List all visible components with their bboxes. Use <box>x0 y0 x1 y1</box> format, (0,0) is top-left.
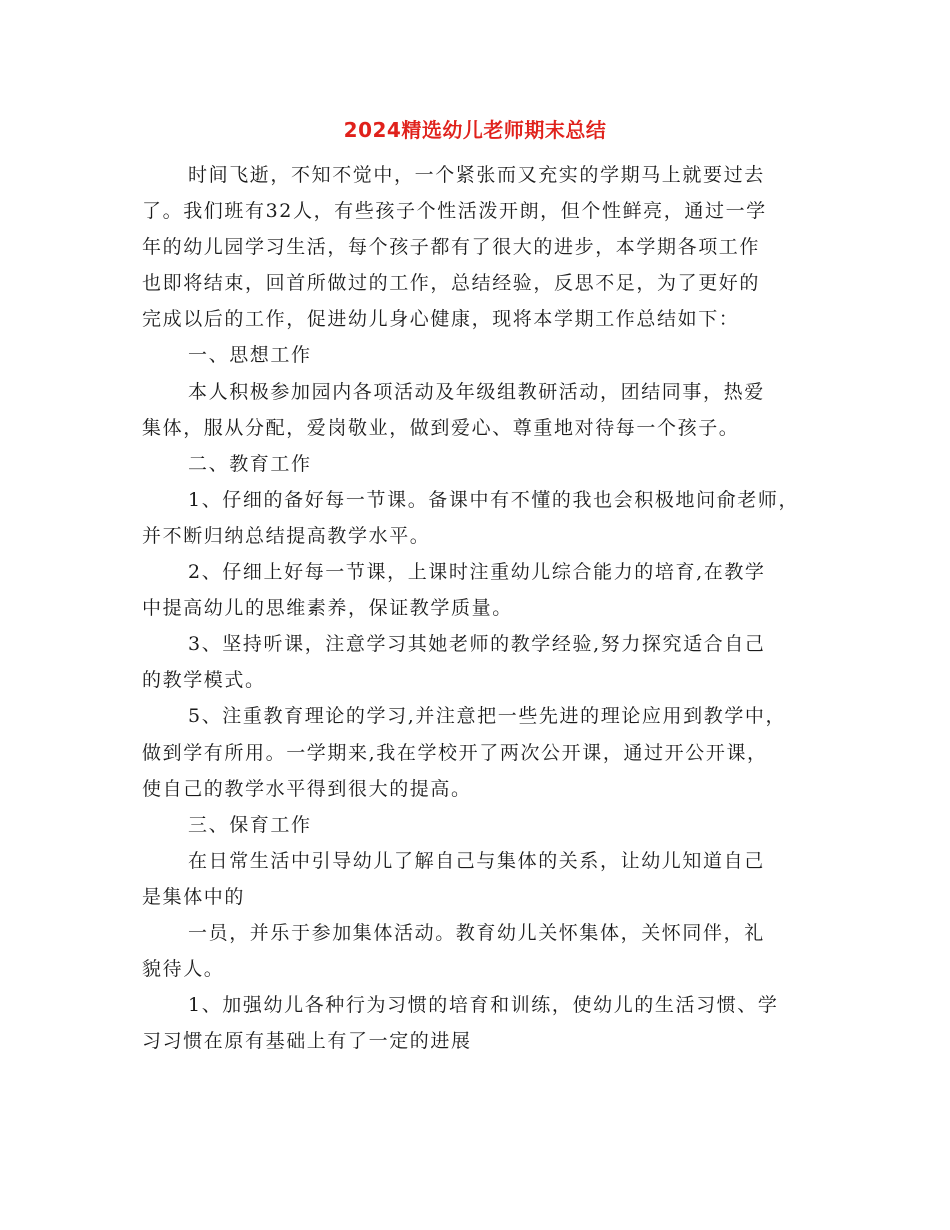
body-text-line: 也即将结束，回首所做过的工作，总结经验，反思不足，为了更好的 <box>142 272 761 295</box>
body-text-line: 1、加强幼儿各种行为习惯的培育和训练，使幼儿的生活习惯、学 <box>188 994 779 1017</box>
document-body <box>142 157 812 1059</box>
body-text-line: 一员，并乐于参加集体活动。教育幼儿关怀集体，关怀同伴，礼 <box>188 921 765 944</box>
body-text-line: 1、仔细的备好每一节课。备课中有不懂的我也会积极地问俞老师， <box>188 488 800 511</box>
body-text-line: 并不断归纳总结提高教学水平。 <box>142 524 431 547</box>
body-text-line: 使自己的教学水平得到很大的提高。 <box>142 777 472 800</box>
body-text-line: 是集体中的 <box>142 885 246 908</box>
body-text-line: 本人积极参加园内各项活动及年级组教研活动，团结同事，热爱 <box>188 380 765 403</box>
body-text-line: 貌待人。 <box>142 958 225 981</box>
body-text-line: 中提高幼儿的思维素养，保证教学质量。 <box>142 597 513 620</box>
body-text-line: 3、坚持听课，注意学习其她老师的教学经验,努力探究适合自己 <box>188 633 766 656</box>
body-text-line: 二、教育工作 <box>188 452 312 475</box>
body-text-line: 做到学有所用。一学期来,我在学校开了两次公开课，通过开公开课， <box>142 741 768 764</box>
body-text-line: 习习惯在原有基础上有了一定的进展 <box>142 1030 472 1053</box>
body-text-line: 的教学模式。 <box>142 669 266 692</box>
body-text-line: 集体，服从分配，爱岗敬业，做到爱心、尊重地对待每一个孩子。 <box>142 416 740 439</box>
body-text-line: 在日常生活中引导幼儿了解自己与集体的关系，让幼儿知道自己 <box>188 849 765 872</box>
body-text-line: 了。我们班有32人，有些孩子个性活泼开朗，但个性鲜亮，通过一学 <box>142 200 767 223</box>
document-title: 2024精选幼儿老师期末总结 <box>343 118 607 142</box>
body-text-line: 年的幼儿园学习生活，每个孩子都有了很大的进步，本学期各项工作 <box>142 236 761 259</box>
body-text-line: 5、注重教育理论的学习,并注意把一些先进的理论应用到教学中， <box>188 705 787 728</box>
body-text-line: 三、保育工作 <box>188 813 312 836</box>
body-text-line: 一、思想工作 <box>188 344 312 367</box>
body-text-line: 2、仔细上好每一节课，上课时注重幼儿综合能力的培育,在教学 <box>188 561 766 584</box>
body-text-line: 时间飞逝，不知不觉中，一个紧张而又充实的学期马上就要过去 <box>188 164 765 186</box>
body-text-line: 完成以后的工作，促进幼儿身心健康，现将本学期工作总结如下： <box>142 308 740 331</box>
